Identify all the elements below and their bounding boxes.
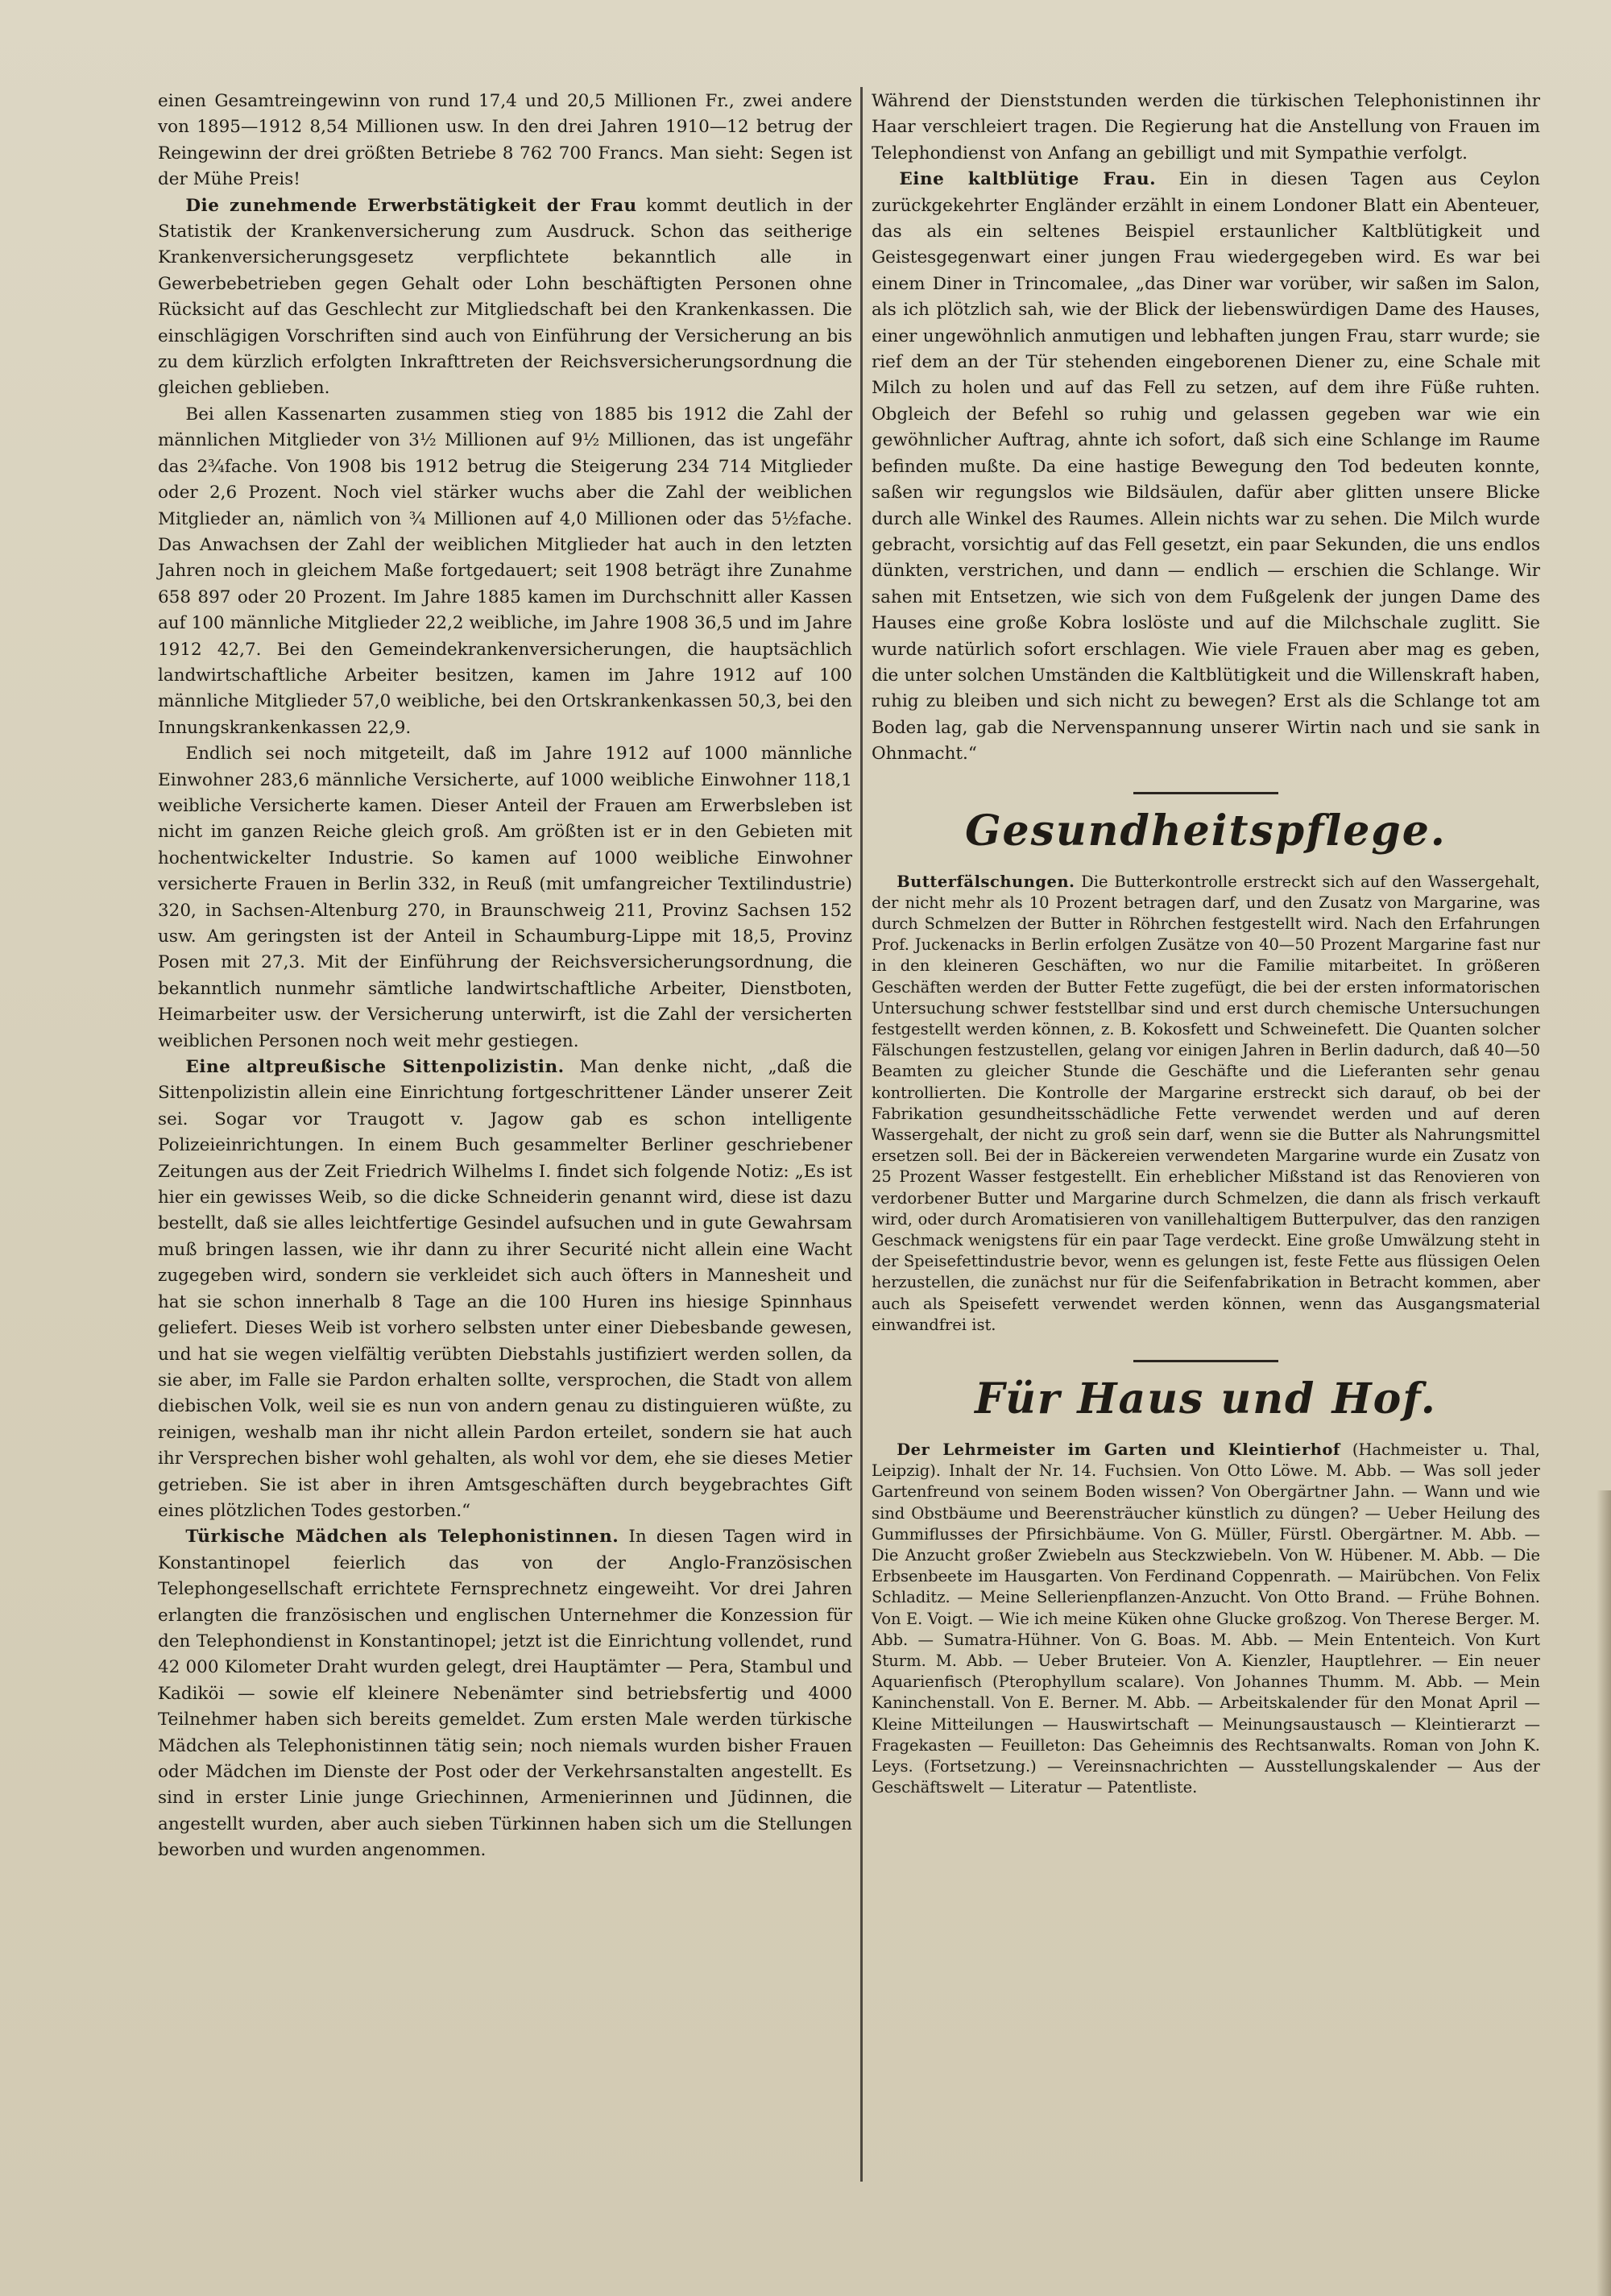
article-lead: Eine altpreußische Sittenpolizistin. xyxy=(185,1057,565,1078)
article-paragraph xyxy=(872,872,1540,1336)
article-text: kommt deutlich in der Statistik der Krankenversicherung zum Ausdruck. Schon das seitherige Krankenversicherungsgesetz verpflichtete bekanntlich alle in Gewerbebetrieben gegen Gehalt oder Lohn beschäftigten Personen ohne Rücksicht auf das Geschlecht zur Mitgliedschaft bei den Krankenkassen. Die einschlägigen Vorschriften sind auch von Einführung der Versicherung an bis zu dem kürzlich erfolgten Inkrafttreten der Reichsversicherungsordnung die gleichen geblieben. xyxy=(158,195,852,399)
article-lead: Türkische Mädchen als Telephonistinnen. xyxy=(185,1527,619,1548)
article-paragraph xyxy=(158,1055,852,1524)
article-paragraph xyxy=(872,1440,1540,1798)
article-text: Die Butterkontrolle erstreckt sich auf den Wassergehalt, der nicht mehr als 10 Prozent betragen darf, und den Zusatz von Margarine, was durch Schmelzen der Butter in Röhrchen festgestellt wird. Nach den Erfahrungen Prof. Juckenacks in Berlin erfolgen Zusätze von 40—50 Prozent Margarine fast nur in den kleineren Geschäften, wo nur die Familie mitarbeitet. In größeren Geschäften werden der Butter Fette zugefügt, die bei der ersten informatorischen Untersuchung schwer feststellbar sind und erst durch chemische Untersuchungen festgestellt werden können, z. B. Kokosfett und Schweinefett. Die Quanten solcher Fälschungen festzustellen, gelang vor einigen Jahren in Berlin dadurch, daß 40—50 Beamten zu gleicher Stunde die Geschäfte und die Lieferanten sehr genau kontrollierten. Die Kontrolle der Margarine erstreckt sich darauf, ob bei der Fabrikation gesundheitsschädliche Fette verwendet werden und auf deren Wassergehalt, der nicht zu groß sein darf, wenn sie die Butter als Nahrungsmittel ersetzen soll. Bei der in Bäckereien verwendeten Margarine wurde ein Zusatz von 25 Prozent Wasser festgestellt. Ein erheblicher Mißstand ist das Renovieren von verdorbener Butter und Margarine durch Schmelzen, die dann als frisch verkauft wird, oder durch Aromatisieren von vanillehaltigem Butterpulver, das den ranzigen Geschmack wenigstens für ein paar Tage verdeckt. Eine große Umwälzung steht in der Speisefettindustrie bevor, wenn es gelungen ist, feste Fette aus flüssigen Oelen herzustellen, die zunächst nur für die Seifenfabrikation in Betracht kommen, aber auch als Speisefett verwendet werden können, wenn das Ausgangsmaterial einwandfrei ist. xyxy=(872,872,1540,1334)
article-text: Endlich sei noch mitgeteilt, daß im Jahre 1912 auf 1000 männliche Einwohner 283,6 männliche Versicherte, auf 1000 weibliche Einwohner 118,1 weibliche Versicherte kamen. Dieser Anteil der Frauen am Erwerbsleben ist nicht im ganzen Reiche gleich groß. Am größten ist er in den Gebieten mit hochentwickelter Industrie. So kamen auf 1000 weibliche Einwohner versicherte Frauen in Berlin 332, in Reuß (mit umfangreicher Textilindustrie) 320, in Sachsen-Altenburg 270, in Braunschweig 211, Provinz Sachsen 152 usw. Am geringsten ist der Anteil in Schaumburg-Lippe mit 18,5, Provinz Posen mit 27,3. Mit der Einführung der Reichsversicherungsordnung, die bekanntlich nunmehr sämtliche landwirtschaftliche Arbeiter, Dienstboten, Heimarbeiter usw. der Versicherung unterwirft, ist die Zahl der versicherten weiblichen Personen noch weit mehr gestiegen. xyxy=(158,744,852,1051)
article-paragraph xyxy=(158,193,852,402)
article-paragraph xyxy=(158,1524,852,1863)
article-lead: Die zunehmende Erwerbstätigkeit der Frau xyxy=(185,195,637,216)
right-column xyxy=(872,89,1540,1798)
left-column xyxy=(158,89,852,1864)
section-heading-health: Gesundheitspflege. xyxy=(965,806,1447,856)
article-text: einen Gesamtreingewinn von rund 17,4 und 20,5 Millionen Fr., zwei andere von 1895—1912 8,54 Millionen usw. In den drei Jahren 1910—12 betrug der Reingewinn der drei größten Betriebe 8 762 700 Francs. Man sieht: Segen ist der Mühe Preis! xyxy=(158,91,852,190)
article-text: Man denke nicht, „daß die Sittenpolizistin allein eine Einrichtung fortgeschrittener Länder unserer Zeit sei. Sogar vor Traugott v. Jagow gab es schon intelligente Polizeieinrichtungen. In einem Buch gesammelter Berliner geschriebener Zeitungen aus der Zeit Friedrich Wilhelms I. findet sich folgende Notiz: „Es ist hier ein gewisses Weib, so die dicke Schneiderin genannt wird, diese ist dazu bestellt, daß sie alles leichtfertige Gesindel aufsuchen und in gute Gewahrsam muß bringen lassen, wie ihr dann zu ihrer Securité nicht allein eine Wacht zugegeben wird, sondern sie verkleidet sich auch öfters in Mannesheit und hat sie schon innerhalb 8 Tage an die 100 Huren ins hiesige Spinnhaus geliefert. Dieses Weib ist vorhero selbsten unter einer Diebesbande gewesen, und hat sie wegen vielfältig verübten Diebstahls justifiziert werden sollen, da sie aber, im Falle sie Pardon erhalten sollte, versprochen, die Stadt von allem diebischen Volk, weil sie es nun von andern genau zu distinguieren wüßte, zu reinigen, weshalb man ihr nicht allein Pardon erteilet, sondern sie hat auch ihr Versprechen bisher wohl gehalten, als wohl vor dem, ehe sie dieses Metier getrieben. Sie ist aber in ihren Amtsgeschäften durch beygebrachtes Gift eines plötzlichen Todes gestorben.“ xyxy=(158,1057,852,1521)
section-heading-house: Für Haus und Hof. xyxy=(975,1374,1437,1424)
article-paragraph xyxy=(872,167,1540,767)
section-rule xyxy=(1133,1360,1278,1362)
article-lead: Eine kaltblütige Frau. xyxy=(899,169,1157,190)
section-rule xyxy=(1133,792,1278,794)
article-text: In diesen Tagen wird in Konstantinopel feierlich das von der Anglo-Französischen Telephongesellschaft errichtete Fernsprechnetz eingeweiht. Vor drei Jahren erlangten die französischen und englischen Unternehmer die Konzession für den Telephondienst in Konstantinopel; jetzt ist die Einrichtung vollendet, rund 42 000 Kilometer Draht wurden gelegt, drei Hauptämter — Pera, Stambul und Kadiköi — sowie elf kleinere Nebenämter sind betriebsfertig und 4000 Teilnehmer haben sich bereits gemeldet. Zum ersten Male werden türkische Mädchen als Telephonistinnen tätig sein; noch niemals wurden bisher Frauen oder Mädchen im Dienste der Post oder der Verkehrsanstalten angestellt. Es sind in erster Linie junge Griechinnen, Armenierinnen und Jüdinnen, die angestellt wurden, aber auch sieben Türkinnen haben sich um die Stellungen beworben und wurden angenommen. xyxy=(158,1527,852,1861)
article-text: Ein in diesen Tagen aus Ceylon zurückgekehrter Engländer erzählt in einem Londoner Blatt ein Abenteuer, das als ein seltenes Beispiel erstaunlicher Kaltblütigkeit und Geistesgegenwart einer jungen Frau wiedergegeben wird. Es war bei einem Diner in Trincomalee, „das Diner war vorüber, wir saßen im Salon, als ich plötzlich sah, wie der Blick der liebenswürdigen Dame des Hauses, einer ungewöhnlich anmutigen und lebhaften jungen Frau, starr wurde; sie rief dem an der Tür stehenden eingeborenen Diener zu, eine Schale mit Milch zu holen und auf das Fell zu setzen, auf dem ihre Füße ruhten. Obgleich der Befehl so ruhig und gelassen gegeben war wie ein gewöhnlicher Auftrag, ahnte ich sofort, daß sich eine Schlange im Raume befinden mußte. Da eine hastige Bewegung den Tod bedeuten konnte, saßen wir regungslos wie Bildsäulen, dafür aber glitten unsere Blicke durch alle Winkel des Raumes. Allein nichts war zu sehen. Die Milch wurde gebracht, vorsichtig auf das Fell gesetzt, ein paar Sekunden, die uns endlos dünkten, verstrichen, und dann — endlich — erschien die Schlange. Wir sahen mit Entsetzen, wie sich von dem Fußgelenk der jungen Dame des Hauses eine große Kobra loslöste und auf die Milchschale zuglitt. Sie wurde natürlich sofort erschlagen. Wie viele Frauen aber mag es geben, die unter solchen Umständen die Kaltblütigkeit und die Willenskraft haben, ruhig zu bleiben und sich nicht zu bewegen? Erst als die Schlange tot am Boden lag, gab die Nervenspannung unserer Wirtin nach und sie sank in Ohnmacht.“ xyxy=(872,169,1540,765)
article-text: Bei allen Kassenarten zusammen stieg von 1885 bis 1912 die Zahl der männlichen Mitglieder von 3½ Millionen auf 9½ Millionen, das ist ungefähr das 2¾fache. Von 1908 bis 1912 betrug die Steigerung 234 714 Mitglieder oder 2,6 Prozent. Noch viel stärker wuchs aber die Zahl der weiblichen Mitglieder an, nämlich von ¾ Millionen auf 4,0 Millionen oder das 5½fache. Das Anwachsen der Zahl der weiblichen Mitglieder hat auch in den letzten Jahren noch in gleichem Maße fortgedauert; seit 1908 beträgt ihre Zunahme 658 897 oder 20 Prozent. Im Jahre 1885 kamen im Durchschnitt aller Kassen auf 100 männliche Mitglieder 22,2 weibliche, im Jahre 1908 36,5 und im Jahre 1912 42,7. Bei den Gemeindekrankenversicherungen, die hauptsächlich landwirtschaftliche Arbeiter besitzen, kamen im Jahre 1912 auf 100 männliche Mitglieder 57,0 weibliche, bei den Ortskrankenkassen 50,3, bei den Innungskrankenkassen 22,9. xyxy=(158,404,852,738)
article-lead: Der Lehrmeister im Garten und Kleintierhof xyxy=(897,1440,1340,1460)
column-divider xyxy=(860,87,863,2182)
page-edge-shadow xyxy=(1597,1490,1611,2296)
article-lead: Butterfälschungen. xyxy=(897,872,1075,891)
article-text: Während der Dienststunden werden die türkischen Telephonistinnen ihr Haar verschleiert tragen. Die Regierung hat die Anstellung von Frauen im Telephondienst von Anfang an gebilligt und mit Sympathie verfolgt. xyxy=(872,91,1540,164)
article-text: (Hachmeister u. Thal, Leipzig). Inhalt der Nr. 14. Fuchsien. Von Otto Löwe. M. Abb. — Was soll jeder Gartenfreund von seinem Boden wissen? Von Obergärtner Jahn. — Wann und wie sind Obstbäume und Beerensträucher künstlich zu düngen? — Ueber Heilung des Gummiflusses der Pfirsichbäume. Von G. Müller, Fürstl. Obergärtner. M. Abb. — Die Anzucht großer Zwiebeln aus Steckzwiebeln. Von W. Hübener. M. Abb. — Die Erbsenbeete im Hausgarten. Von Ferdinand Coppenrath. — Mairübchen. Von Felix Schladitz. — Meine Sellerienpflanzen-Anzucht. Von Otto Brand. — Frühe Bohnen. Von E. Voigt. — Wie ich meine Küken ohne Glucke großzog. Von Therese Berger. M. Abb. — Sumatra-Hühner. Von G. Boas. M. Abb. — Mein Ententeich. Von Kurt Sturm. M. Abb. — Ueber Bruteier. Von A. Kienzler, Hauptlehrer. — Ein neuer Aquarienfisch (Pterophyllum scalare). Von Johannes Thumm. M. Abb. — Mein Kaninchenstall. Von E. Berner. M. Abb. — Arbeitskalender für den Monat April — Kleine Mitteilungen — Hauswirtschaft — Meinungsaustausch — Kleintierarzt — Fragekasten — Feuilleton: Das Geheimnis des Rechtsanwalts. Roman von John K. Leys. (Fortsetzung.) — Vereinsnachrichten — Ausstellungskalender — Aus der Geschäftswelt — Literatur — Patentliste. xyxy=(872,1440,1540,1797)
